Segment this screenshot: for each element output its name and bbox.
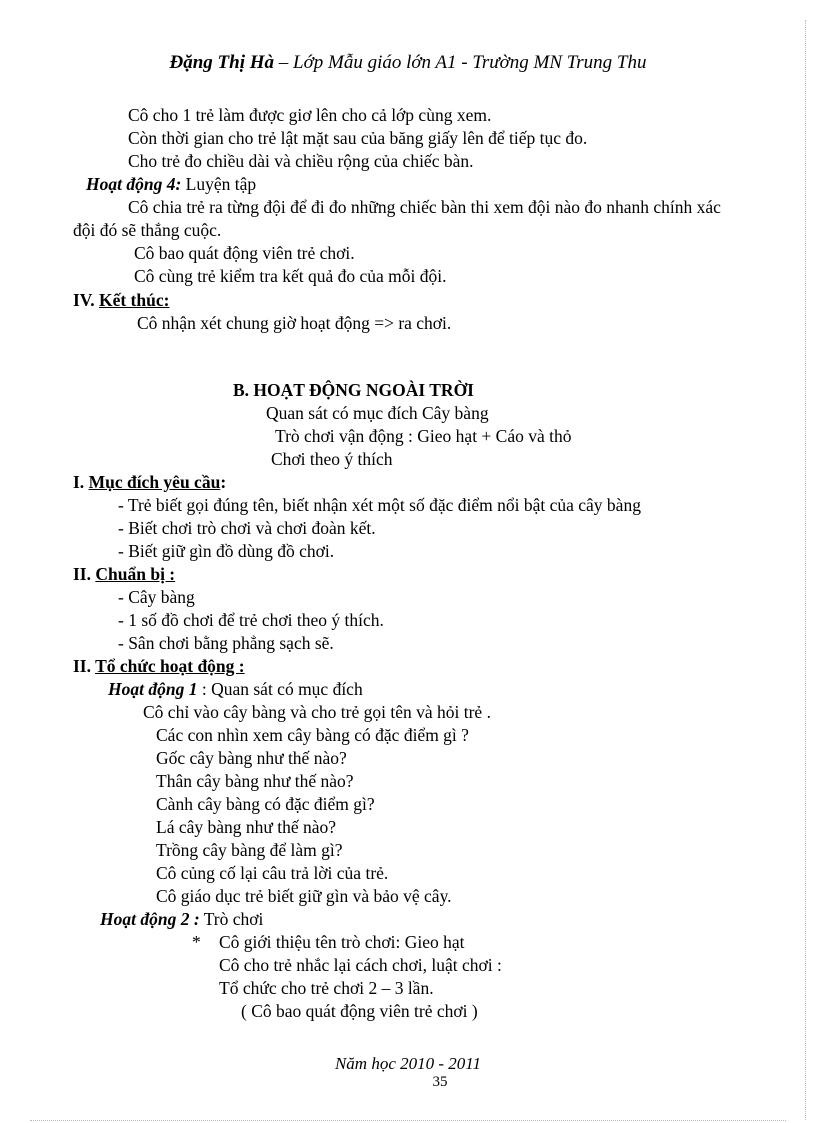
section-ii-title: Chuẩn bị : — [95, 564, 176, 584]
page-number: 35 — [432, 1074, 448, 1090]
header-author: Đặng Thị Hà — [169, 52, 275, 73]
text-line: Cho trẻ đo chiều dài và chiều rộng của chiếc bàn. — [128, 151, 474, 171]
header-school: – Lớp Mẫu giáo lớn A1 - Trường MN Trung Thu — [278, 52, 647, 73]
activity-4-label: Hoạt động 4: — [86, 174, 182, 194]
text-line: Quan sát có mục đích Cây bàng — [266, 403, 489, 423]
text-line: Còn thời gian cho trẻ lật mặt sau của băng giấy lên để tiếp tục đo. — [128, 128, 588, 148]
activity-4-text: Luyện tập — [181, 174, 257, 194]
text-line: Cô cùng trẻ kiểm tra kết quả đo của mỗi đội. — [134, 266, 447, 286]
text-line: Cành cây bàng có đặc điểm gì? — [156, 794, 375, 814]
text-line: đội đó sẽ thắng cuộc. — [73, 220, 222, 240]
text-line: Cô chia trẻ ra từng đội để đi đo những chiếc bàn thi xem đội nào đo nhanh chính xác — [128, 197, 721, 217]
activity-1-label: Hoạt động 1 — [108, 679, 198, 699]
section-iv-heading — [73, 289, 169, 311]
text-line: Trồng cây bàng để làm gì? — [156, 840, 343, 860]
activity-1-text: : Quan sát có mục đích — [197, 679, 363, 699]
activity-1-heading — [108, 678, 363, 700]
list-item: - Biết giữ gìn đồ dùng đồ chơi. — [118, 541, 335, 561]
activity-2-heading — [100, 908, 263, 930]
text-line: Cô cho trẻ nhắc lại cách chơi, luật chơi : — [219, 955, 502, 975]
text-line: Tổ chức cho trẻ chơi 2 – 3 lần. — [219, 978, 434, 998]
text-line: Cô giáo dục trẻ biết giữ gìn và bảo vệ cây. — [156, 886, 452, 906]
section-iii-heading — [73, 655, 245, 677]
text-line: Lá cây bàng như thế nào? — [156, 817, 337, 837]
activity-2-text: Trò chơi — [199, 909, 264, 929]
list-item: - Sân chơi bằng phẳng sạch sẽ. — [118, 633, 334, 653]
section-iii-number: II. — [73, 656, 96, 676]
list-item: - 1 số đồ chơi để trẻ chơi theo ý thích. — [118, 610, 384, 630]
list-item: - Trẻ biết gọi đúng tên, biết nhận xét một số đặc điểm nổi bật của cây bàng — [118, 495, 641, 515]
text-line: Cô củng cố lại câu trả lời của trẻ. — [156, 863, 389, 883]
text-line: Cô cho 1 trẻ làm được giơ lên cho cả lớp cùng xem. — [128, 105, 492, 125]
section-iv-number: IV. — [73, 290, 99, 310]
list-item: - Biết chơi trò chơi và chơi đoàn kết. — [118, 518, 376, 538]
activity-2-label: Hoạt động 2 : — [100, 909, 200, 929]
page-border-bottom — [30, 1120, 786, 1121]
section-i-colon: : — [220, 472, 227, 492]
section-iii-title: Tổ chức hoạt động : — [95, 656, 245, 676]
footer-school-year: Năm học 2010 - 2011 — [334, 1054, 482, 1073]
section-i-number: I. — [73, 472, 89, 492]
text-line: Các con nhìn xem cây bàng có đặc điểm gì ? — [156, 725, 469, 745]
section-ii-heading — [73, 563, 175, 585]
text-line: Cô chỉ vào cây bàng và cho trẻ gọi tên và hỏi trẻ . — [143, 702, 491, 722]
section-iv-title: Kết thúc: — [98, 290, 170, 310]
list-item: - Cây bàng — [118, 587, 195, 607]
text-line: Gốc cây bàng như thế nào? — [156, 748, 347, 768]
text-line: ( Cô bao quát động viên trẻ chơi ) — [241, 1001, 478, 1021]
bullet-icon: * — [192, 932, 201, 952]
section-ii-number: II. — [73, 564, 96, 584]
text-line: Trò chơi vận động : Gieo hạt + Cáo và thỏ — [275, 426, 572, 446]
text-line: Cô nhận xét chung giờ hoạt động => ra chơi. — [137, 313, 452, 333]
activity-4-heading — [86, 173, 256, 195]
section-i-heading — [73, 471, 226, 493]
text-line: Thân cây bàng như thế nào? — [156, 771, 354, 791]
text-line: Cô bao quát động viên trẻ chơi. — [134, 243, 355, 263]
page-border-right — [805, 20, 806, 1120]
page-header — [0, 52, 816, 74]
text-line: Chơi theo ý thích — [271, 449, 393, 469]
text-line: Cô giới thiệu tên trò chơi: Gieo hạt — [219, 932, 465, 952]
section-i-title: Mục đích yêu cầu — [88, 472, 221, 492]
section-b-title: B. HOẠT ĐỘNG NGOÀI TRỜI — [233, 380, 474, 400]
